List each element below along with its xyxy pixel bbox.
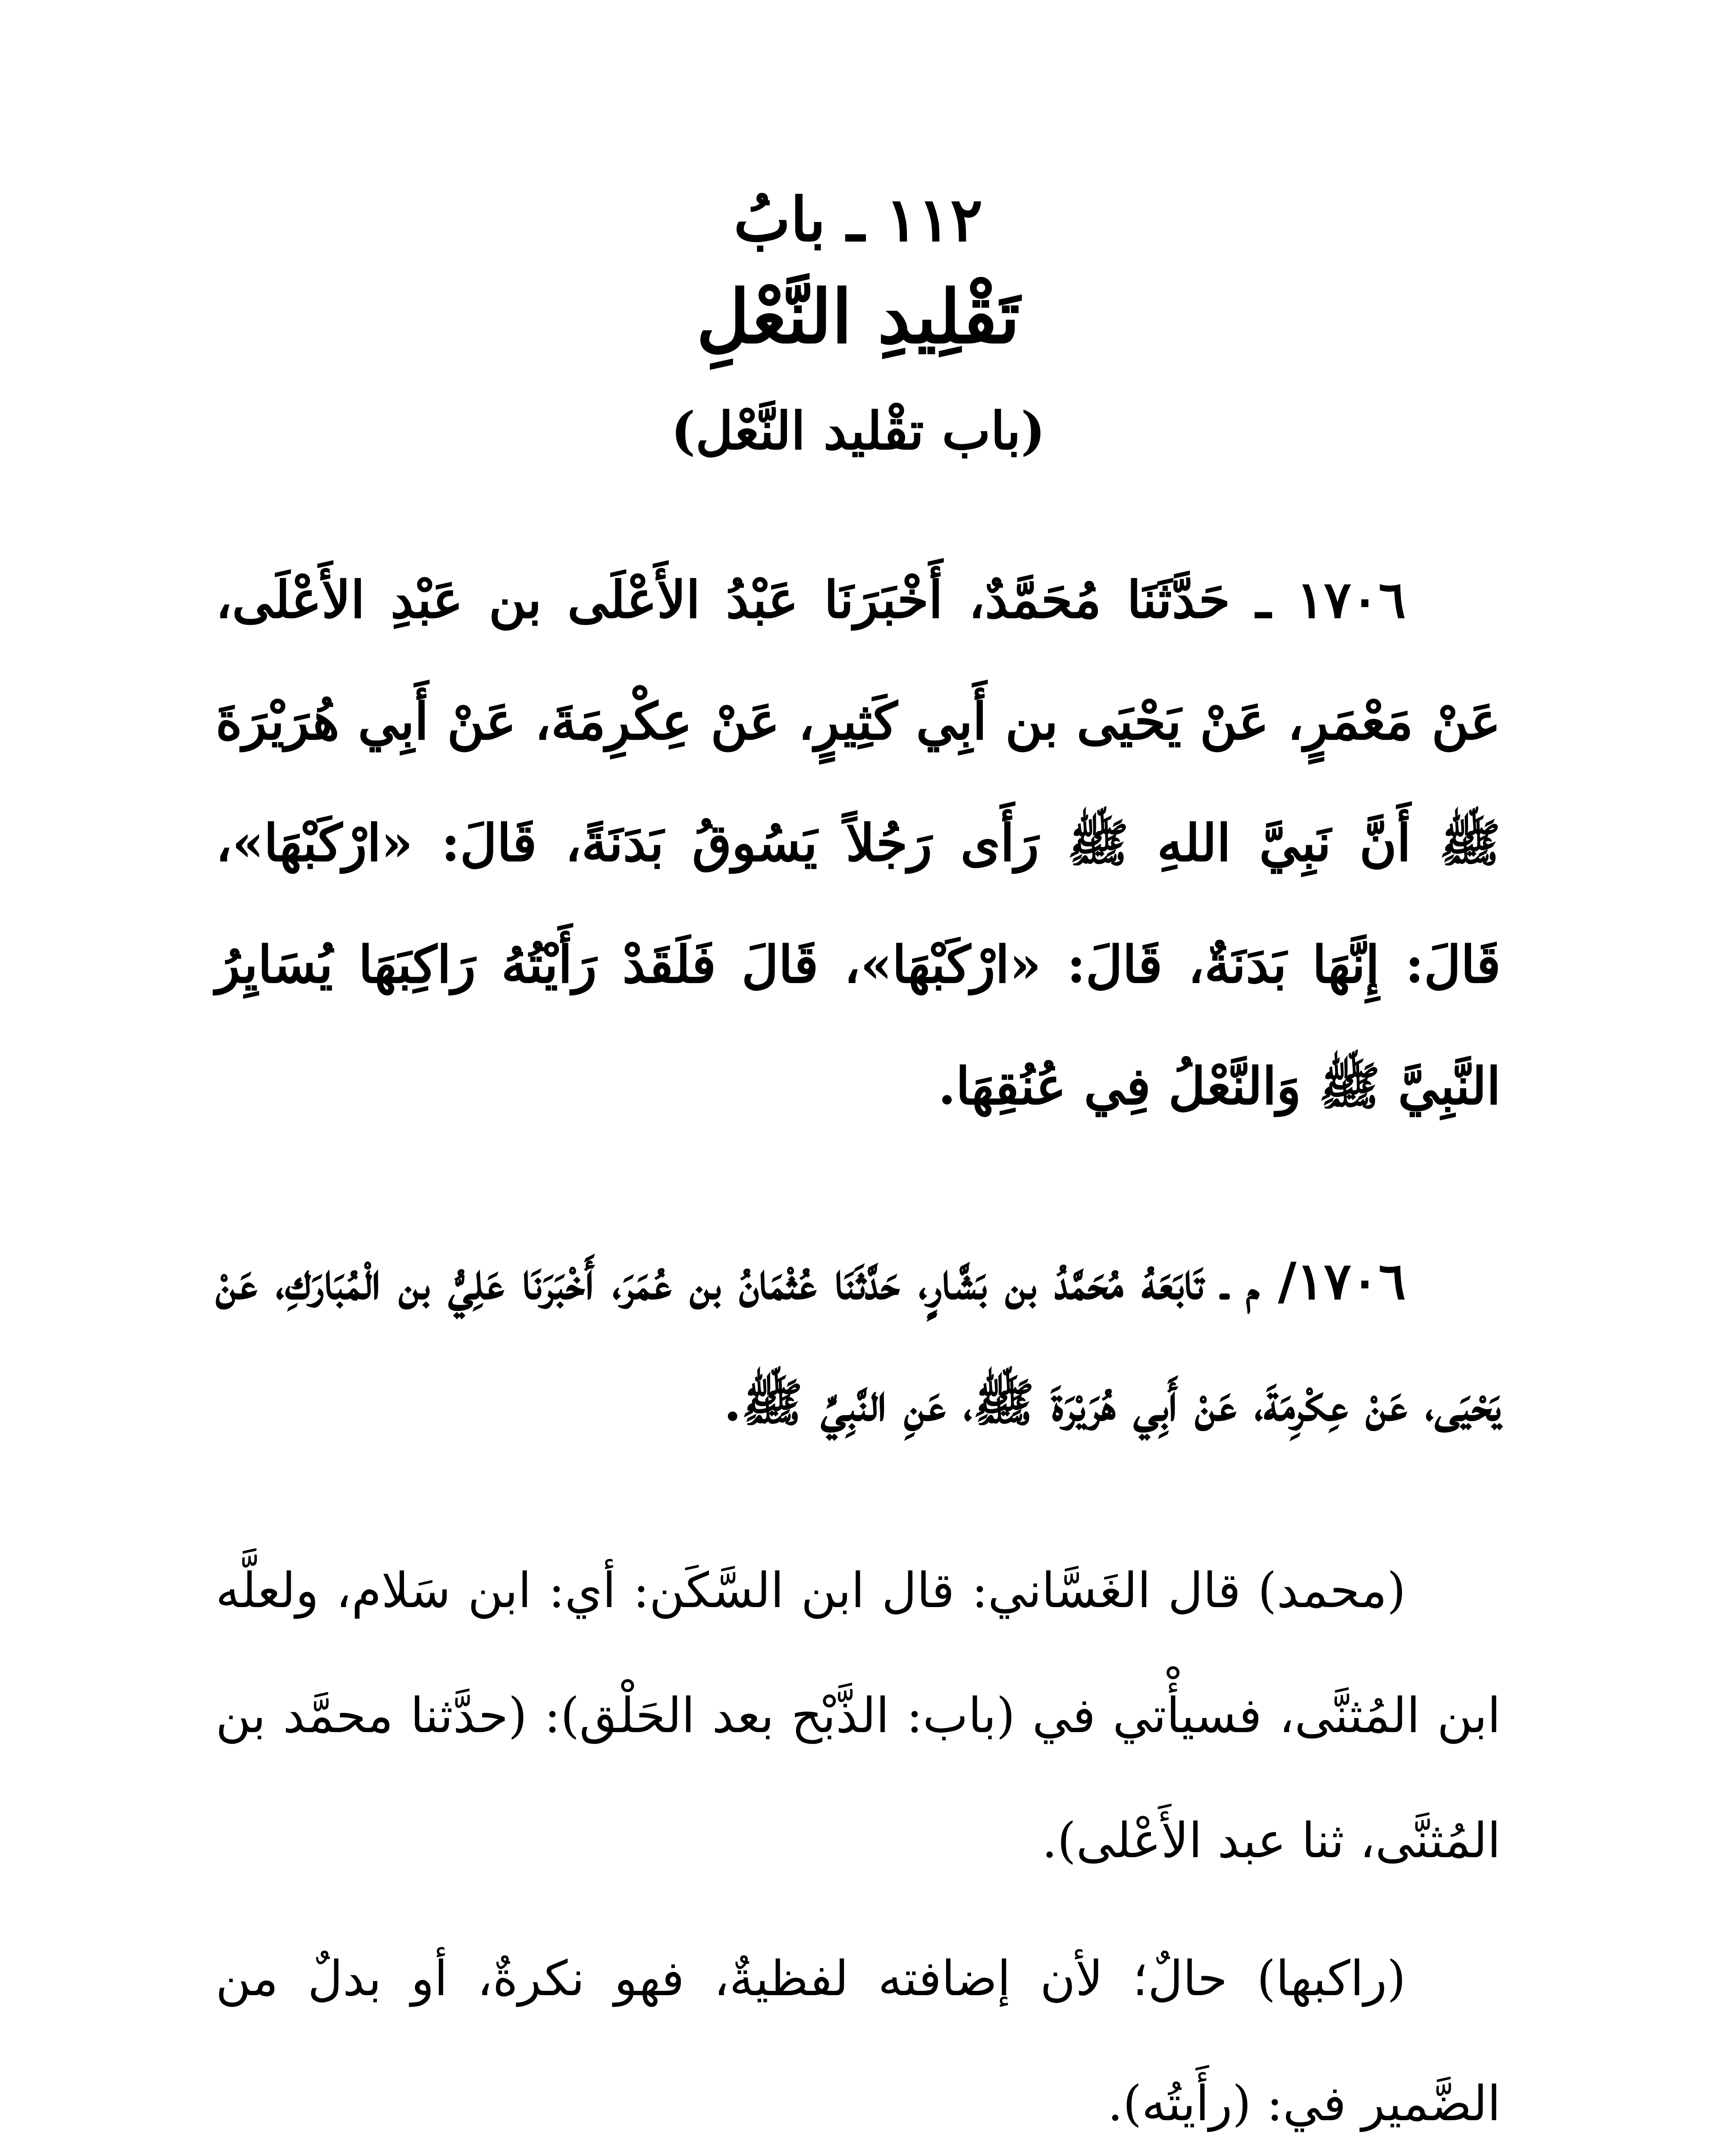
hadith-1706: ١٧٠٦ ـ حَدَّثَنَا مُحَمَّدٌ، أَخْبَرَنَا عَبْدُ الأَعْلَى بن عَبْدِ الأَعْلَى، عَنْ مَعْمَرٍ، عَنْ يَحْيَى بن أَبِي كَثِيرٍ، عَنْ عِكْرِمَةَ، عَنْ أَبِي هُرَيْرَةَ ﷺ أَنَّ نَبِيَّ اللهِ ﷺ رَأَى رَجُلاً يَسُوقُ بَدَنَةً، قَالَ: «ارْكَبْهَا»، قَالَ: إِنَّهَا بَدَنَةٌ، قَالَ: «ارْكَبْهَا»، قَالَ فَلَقَدْ رَأَيْتُهُ رَاكِبَهَا يُسَايِرُ النَّبِيَّ ﷺ وَالنَّعْلُ فِي عُنُقِهَا. xyxy=(216,570,1501,1116)
book-page xyxy=(216,164,1501,2156)
hadith-1706-m: ١٧٠٦/ م ـ تَابَعَهُ مُحَمَّدُ بن بَشَّارٍ، حَدَّثَنَا عُثْمَانُ بن عُمَرَ، أَخْبَرَنَا عَلِيُّ بن الْمُبَارَكِ، عَنْ يَحْيَى، عَنْ عِكْرِمَةَ، عَنْ أَبِي هُرَيْرَةَ ﷺ، عَنِ النَّبِيِّ ﷺ. xyxy=(216,1251,1501,1432)
chapter-number: ١١٢ ـ بابُ xyxy=(734,185,983,255)
commentary-paragraph: (محمد) قال الغَسَّاني: قال ابن السَّكَن: أي: ابن سَلام، ولعلَّه ابن المُثنَّى، فسيأْتي في (باب: الذَّبْح بعد الحَلْق): (حدَّثنا محمَّد بن المُثنَّى، ثنا عبد الأَعْلى). xyxy=(216,1563,1501,1869)
chapter-subtitle: (باب تقْليد النَّعْل) xyxy=(671,401,1045,461)
commentary-paragraph: (راكبها) حالٌ؛ لأن إضافته لفظيةٌ، فهو نكرةٌ، أو بدلٌ من الضَّمير في: (رأَيتُه). xyxy=(216,1951,1501,2132)
chapter-title: تَقْلِيدِ النَّعْلِ xyxy=(696,274,1020,360)
